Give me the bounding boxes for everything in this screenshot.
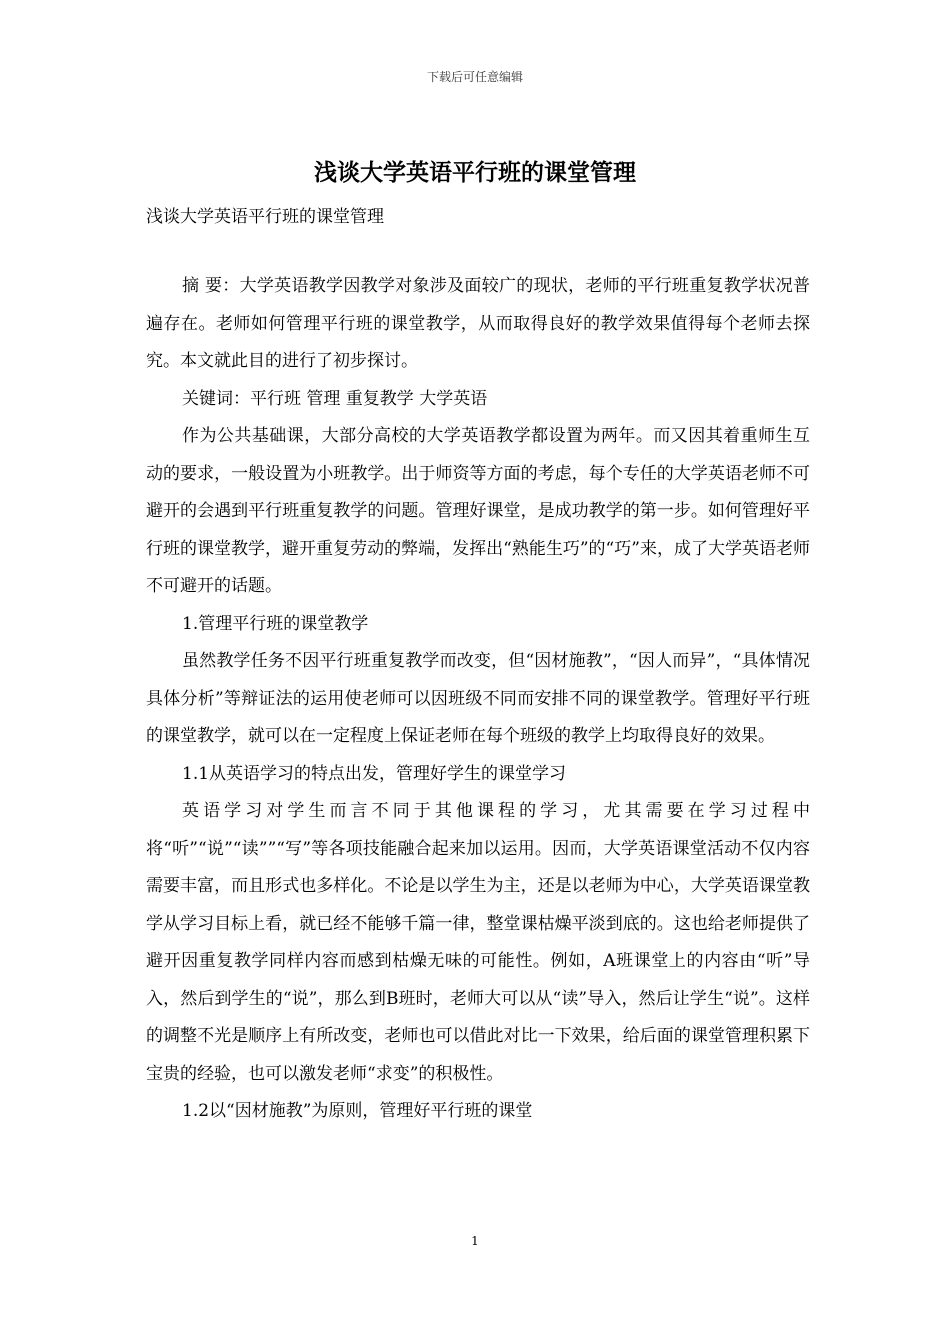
page-number: 1 [471,1234,479,1248]
document-body [146,268,810,1131]
page-header: 下载后可任意编辑 [426,70,523,84]
body-paragraph: 作为公共基础课，大部分高校的大学英语教学都设置为两年。而又因其着重师生互动的要求，一般设置为小班教学。出于师资等方面的考虑，每个专任的大学英语老师不可避开的会遇到平行班重复教学的问题。管理好课堂，是成功教学的第一步。如何管理好平行班的课堂教学，避开重复劳动的弊端，发挥出“熟能生巧”的“巧”来，成了大学英语老师不可避开的话题。 [146,426,810,596]
subsection-heading: 1.1从英语学习的特点出发，管理好学生的课堂学习 [182,763,567,784]
subsection-heading: 1.2以“因材施教”为原则，管理好平行班的课堂 [182,1101,533,1121]
abstract-paragraph: 摘 要：大学英语教学因教学对象涉及面较广的现状，老师的平行班重复教学状况普遍存在。老师如何管理平行班的课堂教学，从而取得良好的教学效果值得每个老师去探究。本文就此目的进行了初步探讨。 [146,276,810,371]
document-subtitle: 浅谈大学英语平行班的课堂管理 [146,207,384,227]
section-heading: 1.管理平行班的课堂教学 [182,613,369,634]
keywords-paragraph: 关键词：平行班 管理 重复教学 大学英语 [182,388,488,409]
body-paragraph: 虽然教学任务不因平行班重复教学而改变，但“因材施教”，“因人而异”，“具体情况具体分析”等辩证法的运用使老师可以因班级不同而安排不同的课堂教学。管理好平行班的课堂教学，就可以在一定程度上保证老师在每个班级的教学上均取得良好的效果。 [146,651,810,746]
document-title: 浅谈大学英语平行班的课堂管理 [314,159,636,186]
body-paragraph: 英语学习对学生而言不同于其他课程的学习，尤其需要在学习过程中将“听”“说”“读””“写”等各项技能融合起来加以运用。因而，大学英语课堂活动不仅内容需要丰富，而且形式也多样化。不论是以学生为主，还是以老师为中心，大学英语课堂教学从学习目标上看，就已经不能够千篇一律，整堂课枯燥平淡到底的。这也给老师提供了避开因重复教学同样内容而感到枯燥无味的可能性。例如，A班课堂上的内容由“听”导入，然后到学生的“说”，那么到B班时，老师大可以从“读”导入，然后让学生“说”。这样的调整不光是顺序上有所改变，老师也可以借此对比一下效果，给后面的课堂管理积累下宝贵的经验，也可以激发老师“求变”的积极性。 [146,801,810,1084]
